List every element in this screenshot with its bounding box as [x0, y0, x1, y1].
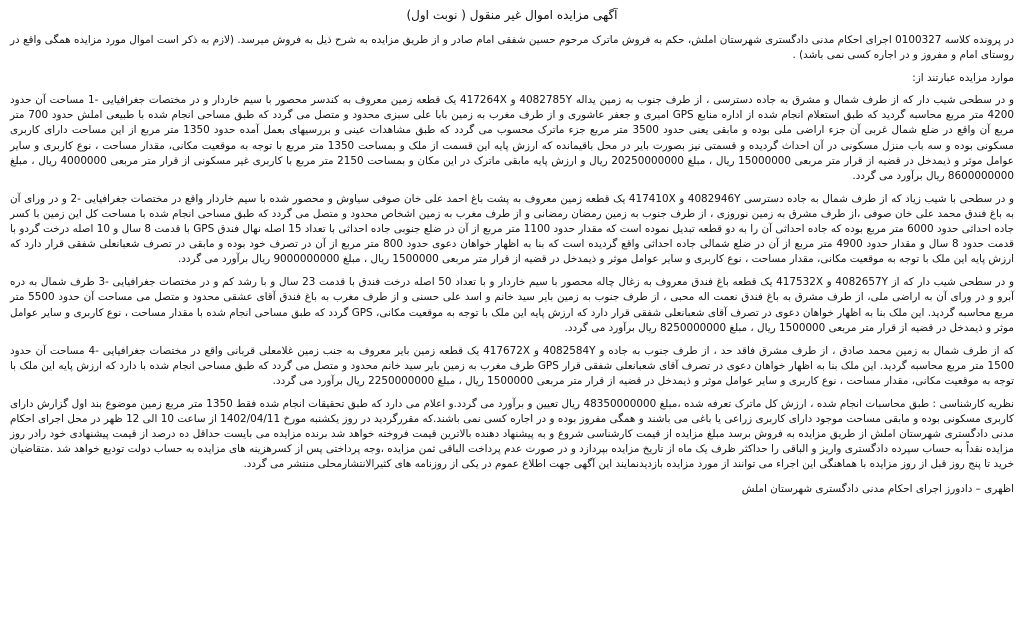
auction-item-2: و در سطحی با شیب زیاد که از طرف شمال به جاده دسترسی 4082946Y و 417410X یک قطعه زمین معروف به پشت باغ احمد علی خان صوفی سیاوش و محصور شده با سیم خاردار واقع در مختصات جغرافیایی -2 و در ورای آن به باغ فندق محمد علی خان صوفی ،از طرف مشرق به زمین نوروزی ، از طرف جنوب به زمین رمضان رمضانی و از طرف مغرب به زمین اشخاص محدود و متصل می گردد که طبق مساحی انجام شده با مساحت کل این زمین با کسر جاده احداثی حدود 6000 متر مربع بوده که جاده احداثی آن را به دو قطعه تبدیل نموده است که مقدار حدود 1100 متر مربع از آن در ضلع جنوبی جاده احداثی با تعداد 15 اصله نهال فندق GPS با قدمت 8 سال و 10 اصله درخت گردو با قدمت حدود 8 سال و مقدار حدود 4900 متر مربع از آن در ضلع شمالی جاده احداثی واقع گردیده است که بنا به اظهار خواهان دعوی حدود 800 متر مربع از آن در تصرف خود بوده و مابقی در تصرف شعبانعلی شفقی قرار دارد که ارزش پایه این ملک با توجه به موقعیت مکانی، مقدار مساحت ، نوع کاربری و سایر عوامل موثر و ذیمدخل در قضیه از قرار متر مربعی 1500000 ریال ، مبلغ 9000000000 ریال برآورد می گردد.	[10, 192, 1014, 266]
auction-item-4: که از طرف شمال به زمین محمد صادق ، از طرف مشرق فاقد حد ، از طرف جنوب به جاده و 4082584Y و 417672X یک قطعه زمین بایر معروف به جنب زمین غلامعلی قربانی واقع در مختصات جغرافیایی -4 مساحت آن حدود 1500 متر مربع محاسبه گردید. این ملک بنا به اظهار خواهان دعوی در تصرف آقای شعبانعلی شفقی قرار GPS طرف مغرب به زمین بایر سید خانم محدود و متصل می گردد که طبق مساحی انجام شده با دارد که ارزش پایه این ملک با توجه به موقعیت مکانی، مقدار مساحت ، نوع کاربری و سایر عوامل موثر و ذیمدخل در قضیه از قرار متر مربعی 1500000 ریال ، مبلغ 2250000000 ریال برآورد می گردد.	[10, 344, 1014, 387]
intro-paragraph: در پرونده کلاسه 0100327 اجرای احکام مدنی دادگستری شهرستان املش، حکم به فروش ماترک مرحوم حسین شفقی امام صادر و از طریق مزایده به شرح ذیل به فروش میرسد. (لازم به ذکر است اموال مورد مزایده همگی واقع در روستای امام و مفروز و در اجاره کسی نمی باشد) .	[10, 34, 1014, 62]
signature-line: اظهری – دادورز اجرای احکام مدنی دادگستری شهرستان املش	[741, 483, 1014, 496]
items-lead: موارد مزایده عبارتند از:	[912, 72, 1014, 85]
expert-opinion-paragraph: نظریه کارشناسی : طبق محاسبات انجام شده ، ارزش کل ماترک تعرفه شده ،مبلغ 48350000000 ریال تعیین و برآورد می گردد.و اعلام می دارد که طبق تحقیقات انجام شده فقط 1350 متر مربع زمین موضوع بند اول گزارش دارای کاربری مسکونی بوده و مابقی مساحت موجود دارای کاربری زراعی یا باغی می باشند و همگی مفروز بوده و در اجاره کسی نمی باشند.که مقررگردید در روز یکشنبه مورخ 1402/04/11 از ساعت 10 الی 12 ظهر در محل اجرای احکام مدنی دادگستری شهرستان املش از طریق مزایده به فروش برسد مبلغ مزایده از قیمت کارشناسی شروع و به پیشنهاد دهنده بالاترین قیمت فروخته خواهد شد برنده مزایده می بایست حداقل ده درصد از قیمت پیشنهادی خود رادر روز مزایده نقداً به حساب سپرده دادگستری واریز و الباقی را حداکثر ظرف یک ماه از تاریخ مزایده بپردازد و در صورت عدم پرداخت الباقی ثمن مزایده ،وجه پرداختی پس از کسرهزینه های مزایده به حساب دولت تودیع خواهد شد .متقاضیان خرید تا پنج روز قبل از روز مزایده با هماهنگی این اجراء می توانند از مورد مزایده بازدیدنمایند این آگهی جهت اطلاع عموم در یکی از روزنامه های کثیرالانتشارمحلی منتشر می گردد.	[10, 397, 1014, 471]
auction-item-1: و در سطحی شیب دار که از طرف شمال و مشرق به جاده دسترسی ، از طرف جنوب به زمین یداله 4082785Y و 417264X یک قطعه زمین معروف به کندسر محصور با سیم خاردار و در مختصات جغرافیایی -1 مساحت آن حدود 4200 متر مربع محاسبه گردید که طبق استعلام انجام شده از اداره منابع GPS امیری و جعفر عاشوری و از طرف مغرب به زمین بابا علی سبزی محدود و متصل می گردد که طبق مساحی انجام شده با طبیعی املش حدود 700 متر مربع آن واقع در ضلع شمال غربی آن جزء اراضی ملی بوده و مابقی یعنی حدود 3500 متر مربع جزء ماترک محسوب می گردد که طبق مشاهدات عینی و بررسیهای بعمل آمده حدود 1350 متر مربع از این مساحت دارای کاربری مسکونی بوده و سه باب منزل مسکونی در آن احداث گردیده و قسمتی نیز بصورت بایر در محل باقیمانده که ارزش پایه این قسمت از ملک و بمساحت 1350 متر مربع با توجه به موقعیت مکانی، مقدار مساحت ، نوع کاربری و سایر عوامل موثر و ذیمدخل در قضیه از قرار متر مربعی 15000000 ریال ، مبلغ 20250000000 ریال و ارزش پایه مابقی ماترک در این مکان و بمساحت 2150 متر مربع با کاربری غیر مسکونی از قرار متر مربعی 4000000 ریال ، مبلغ 8600000000 ریال برآورد می گردد.	[10, 94, 1015, 182]
notice-title: آگهی مزایده اموال غیر منقول ( نوبت اول)	[406, 8, 618, 22]
auction-item-3: و در سطحی شیب دار که از 4082657Y و 417532X یک قطعه باغ فندق معروف به زغال چاله محصور با سیم خاردار و با تعداد 50 اصله درخت فندق با قدمت 23 سال و با رشد کم و در مختصات جغرافیایی -3 طرف شمال به دره آبرو و در ورای آن به اراضی ملی، از طرف مشرق به باغ فندق نعمت اله محبی ، از طرف جنوب به زمین بایر سید خانم و اسد علی حسنی و از طرف مغرب به باغ فندق آقای عشقی محدود و متصل می مساحت آن حدود 5500 متر مربع محاسبه گردید. این ملک بنا به اظهار خواهان دعوی در تصرف آقای شعبانعلی شفقی قرار دارد که ارزش پایه این ملک با توجه به موقعیت مکانی، GPS گردد که طبق مساحی انجام شده با مقدار مساحت ، نوع کاربری و سایر عوامل موثر و ذیمدخل در قضیه از قرار متر مربعی 1500000 ریال ، مبلغ 8250000000 ریال برآورد می گردد.	[10, 276, 1015, 334]
